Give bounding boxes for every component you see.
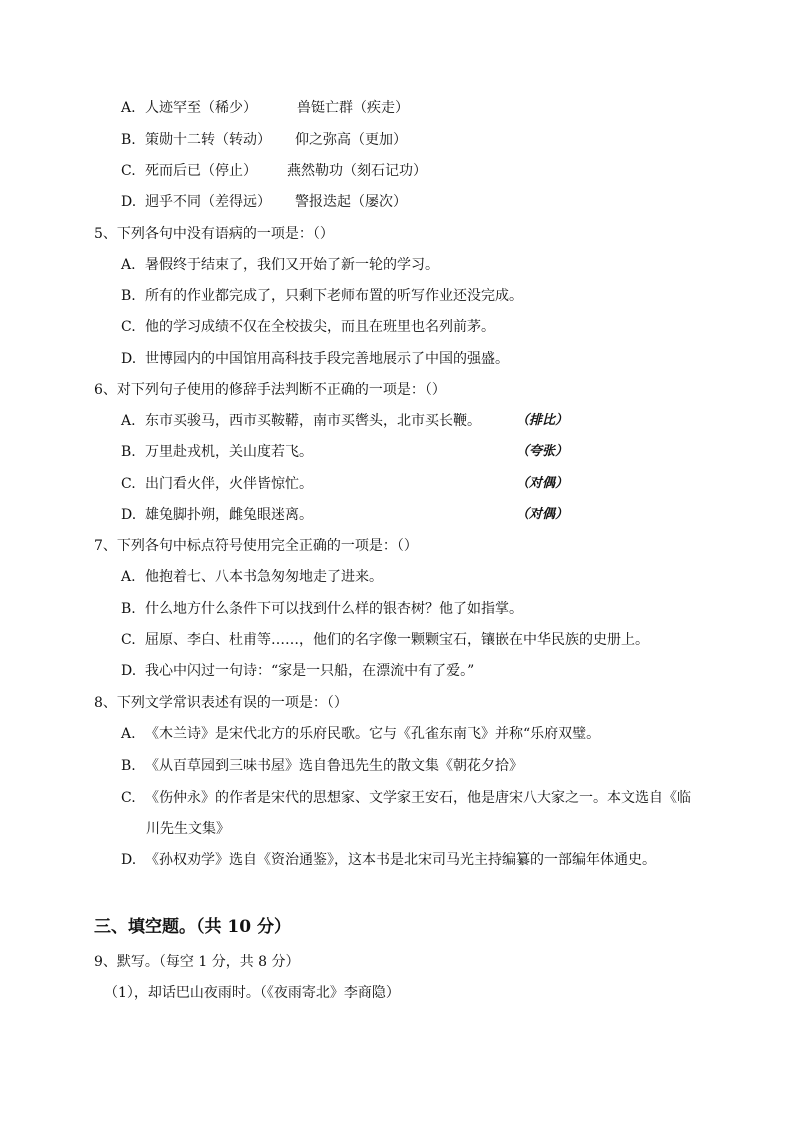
option-text: 东市买骏马，西市买鞍鞯，南市买辔头，北市买长鞭。 <box>145 413 481 429</box>
q6-option-a <box>121 412 481 430</box>
q7-option-b <box>121 600 523 618</box>
q8-option-d <box>121 851 656 869</box>
q6-option-c <box>121 475 313 493</box>
option-text-1: 人迹罕至（稀少） <box>145 100 257 116</box>
option-text-2: 燕然勒功（刻石记功） <box>287 163 427 179</box>
q6-option-b <box>121 443 313 461</box>
q6-option-d <box>121 506 313 524</box>
q7-stem: 7、下列各句中标点符号使用完全正确的一项是：（） <box>94 538 418 554</box>
option-label: A. <box>121 100 136 116</box>
q5-option-d <box>121 350 509 368</box>
option-text: 《伤仲永》的作者是宋代的思想家、文学家王安石，他是唐宋八大家之一。本文选自《临 <box>145 790 691 806</box>
option-label: D. <box>121 852 137 868</box>
option-label: C. <box>121 632 136 648</box>
option-label: A. <box>121 257 136 273</box>
q7-option-d <box>121 662 474 680</box>
option-text: 《孙权劝学》选自《资治通鉴》，这本书是北宋司马光主持编纂的一部编年体通史。 <box>145 852 656 868</box>
option-label: B. <box>121 601 136 617</box>
option-label: B. <box>121 758 136 774</box>
option-text: 他的学习成绩不仅在全校拔尖，而且在班里也名列前茅。 <box>145 319 495 335</box>
option-text-1: 策勋十二转（转动） <box>145 132 271 148</box>
option-label: C. <box>121 476 136 492</box>
option-label: D. <box>121 507 137 523</box>
option-text: 所有的作业都完成了，只剩下老师布置的听写作业还没完成。 <box>145 288 523 304</box>
q8-option-b <box>121 757 523 775</box>
option-text: 他抱着七、八本书急匆匆地走了进来。 <box>145 569 383 585</box>
q9-stem: 9、默写。（每空 1 分，共 8 分） <box>94 954 300 970</box>
option-label: D. <box>121 663 137 679</box>
q5-option-c <box>121 318 495 336</box>
q7-option-c <box>121 631 649 649</box>
rhetoric-tag: （对偶） <box>516 476 569 491</box>
option-text: 雄兔脚扑朔，雌兔眼迷离。 <box>145 507 313 523</box>
option-text: 暑假终于结束了，我们又开始了新一轮的学习。 <box>145 257 439 273</box>
option-text: 屈原、李白、杜甫等……，他们的名字像一颗颗宝石，镶嵌在中华民族的史册上。 <box>145 632 649 648</box>
option-text: 出门看火伴，火伴皆惊忙。 <box>145 476 313 492</box>
rhetoric-tag: （对偶） <box>516 507 569 522</box>
option-text: 万里赴戎机，关山度若飞。 <box>145 444 313 460</box>
q8-stem: 8、下列文学常识表述有误的一项是：（） <box>94 695 348 711</box>
option-label: A. <box>121 569 136 585</box>
section-title: 三、填空题。（共 10 分） <box>94 917 291 937</box>
q4-option-d <box>121 193 407 211</box>
option-label: B. <box>121 288 136 304</box>
option-text-1: 迥乎不同（差得远） <box>145 194 271 210</box>
option-label: C. <box>121 319 136 335</box>
q6-stem: 6、对下列句子使用的修辞手法判断不正确的一项是：（） <box>94 382 446 398</box>
q5-option-b <box>121 287 523 305</box>
q8-option-a <box>121 725 600 743</box>
option-text-2: 兽铤亡群（疾走） <box>297 100 409 116</box>
option-label: B. <box>121 444 136 460</box>
option-label: B. <box>121 132 136 148</box>
q7-option-a <box>121 568 383 586</box>
option-text: 什么地方什么条件下可以找到什么样的银杏树？他了如指掌。 <box>145 601 523 617</box>
option-label: A. <box>121 726 136 742</box>
q8-option-c <box>121 789 691 807</box>
q8-option-c-continuation: 川先生文集》 <box>146 821 230 837</box>
option-text-2: 仰之弥高（更加） <box>295 132 407 148</box>
rhetoric-tag: （夸张） <box>516 444 569 459</box>
option-label: D. <box>121 194 137 210</box>
option-text: 世博园内的中国馆用高科技手段完善地展示了中国的强盛。 <box>145 351 509 367</box>
option-text: 我心中闪过一句诗：“家是一只船，在漂流中有了爱。” <box>145 663 475 679</box>
option-label: D. <box>121 351 137 367</box>
option-label: C. <box>121 163 136 179</box>
q5-option-a <box>121 256 439 274</box>
q9-item-1: （1），却话巴山夜雨时。（《夜雨寄北》李商隐） <box>104 985 400 1001</box>
q4-option-b <box>121 131 407 149</box>
q4-option-a <box>121 99 409 117</box>
option-text: 《木兰诗》是宋代北方的乐府民歌。它与《孔雀东南飞》并称“乐府双璧。 <box>145 726 601 742</box>
option-text: 《从百草园到三味书屋》选自鲁迅先生的散文集《朝花夕拾》 <box>145 758 523 774</box>
option-text-2: 警报迭起（屡次） <box>295 194 407 210</box>
option-label: A. <box>121 413 136 429</box>
q4-option-c <box>121 162 427 180</box>
q5-stem: 5、下列各句中没有语病的一项是：（） <box>94 226 334 242</box>
option-label: C. <box>121 790 136 806</box>
rhetoric-tag: （排比） <box>516 413 569 428</box>
option-text-1: 死而后已（停止） <box>145 163 257 179</box>
